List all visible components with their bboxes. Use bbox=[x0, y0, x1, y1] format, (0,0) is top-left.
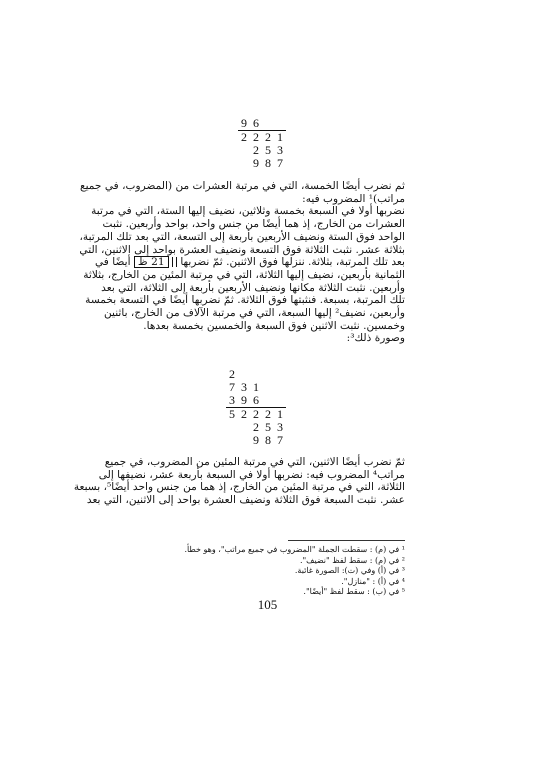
digit: 7 bbox=[277, 156, 283, 170]
digit: 3 bbox=[277, 143, 283, 157]
digit: 2 bbox=[265, 130, 271, 144]
digit: 6 bbox=[253, 393, 259, 407]
text-line: الثلاثة، التي في مرتبة المئين من الخارج، إذ هما من جنس واحد أيضًا⁵، بسبعة bbox=[73, 481, 405, 494]
text-line: ثمّ نضرب أيضًا الاثنين، التي في مرتبة المئين من المضروب، في جميع bbox=[104, 456, 405, 468]
digit: 3 bbox=[277, 420, 283, 434]
text-line: ثم نضرب أيضًا الخمسة، التي في مرتبة العشرات من (المضروب، في جميع bbox=[79, 180, 405, 192]
digit: 2 bbox=[229, 367, 235, 381]
text-line: وأربعين، نضيف² إليها السبعة، التي في مرتبة الآلاف من الخارج، باثنين bbox=[103, 307, 405, 320]
digit: 6 bbox=[253, 116, 259, 130]
digit: 9 bbox=[253, 156, 259, 170]
digit: 2 bbox=[253, 407, 259, 421]
digit: 2 bbox=[265, 407, 271, 421]
text-segment: أيضًا في bbox=[94, 256, 131, 269]
calc1-row bbox=[238, 117, 286, 130]
digit: 3 bbox=[241, 380, 247, 394]
calc2-row bbox=[226, 407, 286, 421]
digit: 1 bbox=[277, 130, 283, 144]
footnote: ³ في (أ) وفي (ت): الصورة غائبة. bbox=[294, 566, 405, 575]
digit: 9 bbox=[241, 393, 247, 407]
footnote: ² في (م) : سقط لفظ "نضيف". bbox=[299, 555, 405, 565]
footnote-divider bbox=[288, 540, 405, 541]
digit: 9 bbox=[253, 433, 259, 447]
text-line: بثلاثة عشر. نثبت الثلاثة فوق التسعة ونضيف العشرة بواحد إلى الاثنين، التي bbox=[79, 243, 405, 256]
text-line: مراتب)¹ المضروب فيه: bbox=[302, 192, 405, 205]
folio-box: 21 ظ bbox=[134, 256, 169, 268]
digit: 5 bbox=[265, 420, 271, 434]
text-line: عشر. نثبت السبعة فوق الثلاثة ونضيف العشرة بواحد إلى الاثنين، التي بعد bbox=[86, 494, 405, 507]
text-line: وأربعين. نثبت الثلاثة مكانها ونضيف الأربعين بأربعة إلى الثلاثة، التي بعد bbox=[101, 281, 405, 294]
folio-marker bbox=[172, 257, 177, 267]
digit: 8 bbox=[265, 433, 271, 447]
digit: 1 bbox=[253, 380, 259, 394]
digit: 2 bbox=[253, 130, 259, 144]
footnotes bbox=[180, 545, 405, 598]
text-line: العشرات من الخارج، إذ هما أيضًا من جنس واحد، بواحد وأربعين. نثبت bbox=[102, 218, 405, 231]
digit: 7 bbox=[277, 433, 283, 447]
calc1-row bbox=[238, 157, 286, 170]
footnote: ⁴ في (أ) : "منازل". bbox=[341, 576, 405, 586]
calc1-row bbox=[238, 130, 286, 144]
digit: 5 bbox=[229, 407, 235, 421]
paragraph-2 bbox=[73, 456, 405, 507]
calc2-row bbox=[226, 394, 286, 407]
text-line: وخمسين. نثبت الاثنين فوق السبعة والخمسين بخمسة بعدها. bbox=[143, 319, 405, 332]
digit: 2 bbox=[253, 420, 259, 434]
text-line: الواحد فوق الستة ونضيف الأربعين بأربعة إلى التسعة، التي بعد تلك المرتبة، bbox=[79, 230, 405, 243]
text-line: الثمانية بأربعين، نضيف إليها الثلاثة، التي في مرتبة المئين من الخارج، بثلاثة bbox=[83, 268, 405, 281]
digit: 3 bbox=[229, 393, 235, 407]
text-line: وصورة ذلك³: bbox=[346, 332, 405, 345]
paragraph-1 bbox=[79, 180, 405, 345]
digit: 5 bbox=[265, 143, 271, 157]
multiplication-table-1 bbox=[238, 117, 286, 170]
page-number: 105 bbox=[257, 597, 278, 612]
text-line: مراتب⁴ المضروب فيه: نضربها أولا في السبعة بأربعة عشر، نضيفها إلى bbox=[98, 468, 405, 481]
calc2-row bbox=[226, 434, 286, 447]
multiplication-table-2 bbox=[226, 368, 286, 447]
text-line: تلك المرتبة، بسبعة. فنثبتها فوق الثلاثة. ثمّ نضربها أيضًا في التسعة بخمسة bbox=[85, 294, 405, 307]
digit: 9 bbox=[241, 116, 247, 130]
footnote: ¹ في (م) : سقطت الجملة "المضروب في جميع مراتب"، وهو خطأ. bbox=[184, 545, 405, 554]
footnote: ⁵ في (ب) : سقط لفظ "أيضًا". bbox=[303, 587, 405, 596]
digit: 8 bbox=[265, 156, 271, 170]
digit: 7 bbox=[229, 380, 235, 394]
digit: 2 bbox=[241, 130, 247, 144]
digit: 2 bbox=[253, 143, 259, 157]
text-line bbox=[94, 256, 405, 269]
text-line: نضربها أولا في السبعة بخمسة وثلاثين، نضيف إليها الستة، التي في مرتبة bbox=[91, 205, 405, 218]
digit: 1 bbox=[277, 407, 283, 421]
digit: 2 bbox=[241, 407, 247, 421]
text-segment: بعد تلك المرتبة، بثلاثة. ننزلها فوق الاثنين. ثمّ نضربها bbox=[180, 256, 405, 269]
